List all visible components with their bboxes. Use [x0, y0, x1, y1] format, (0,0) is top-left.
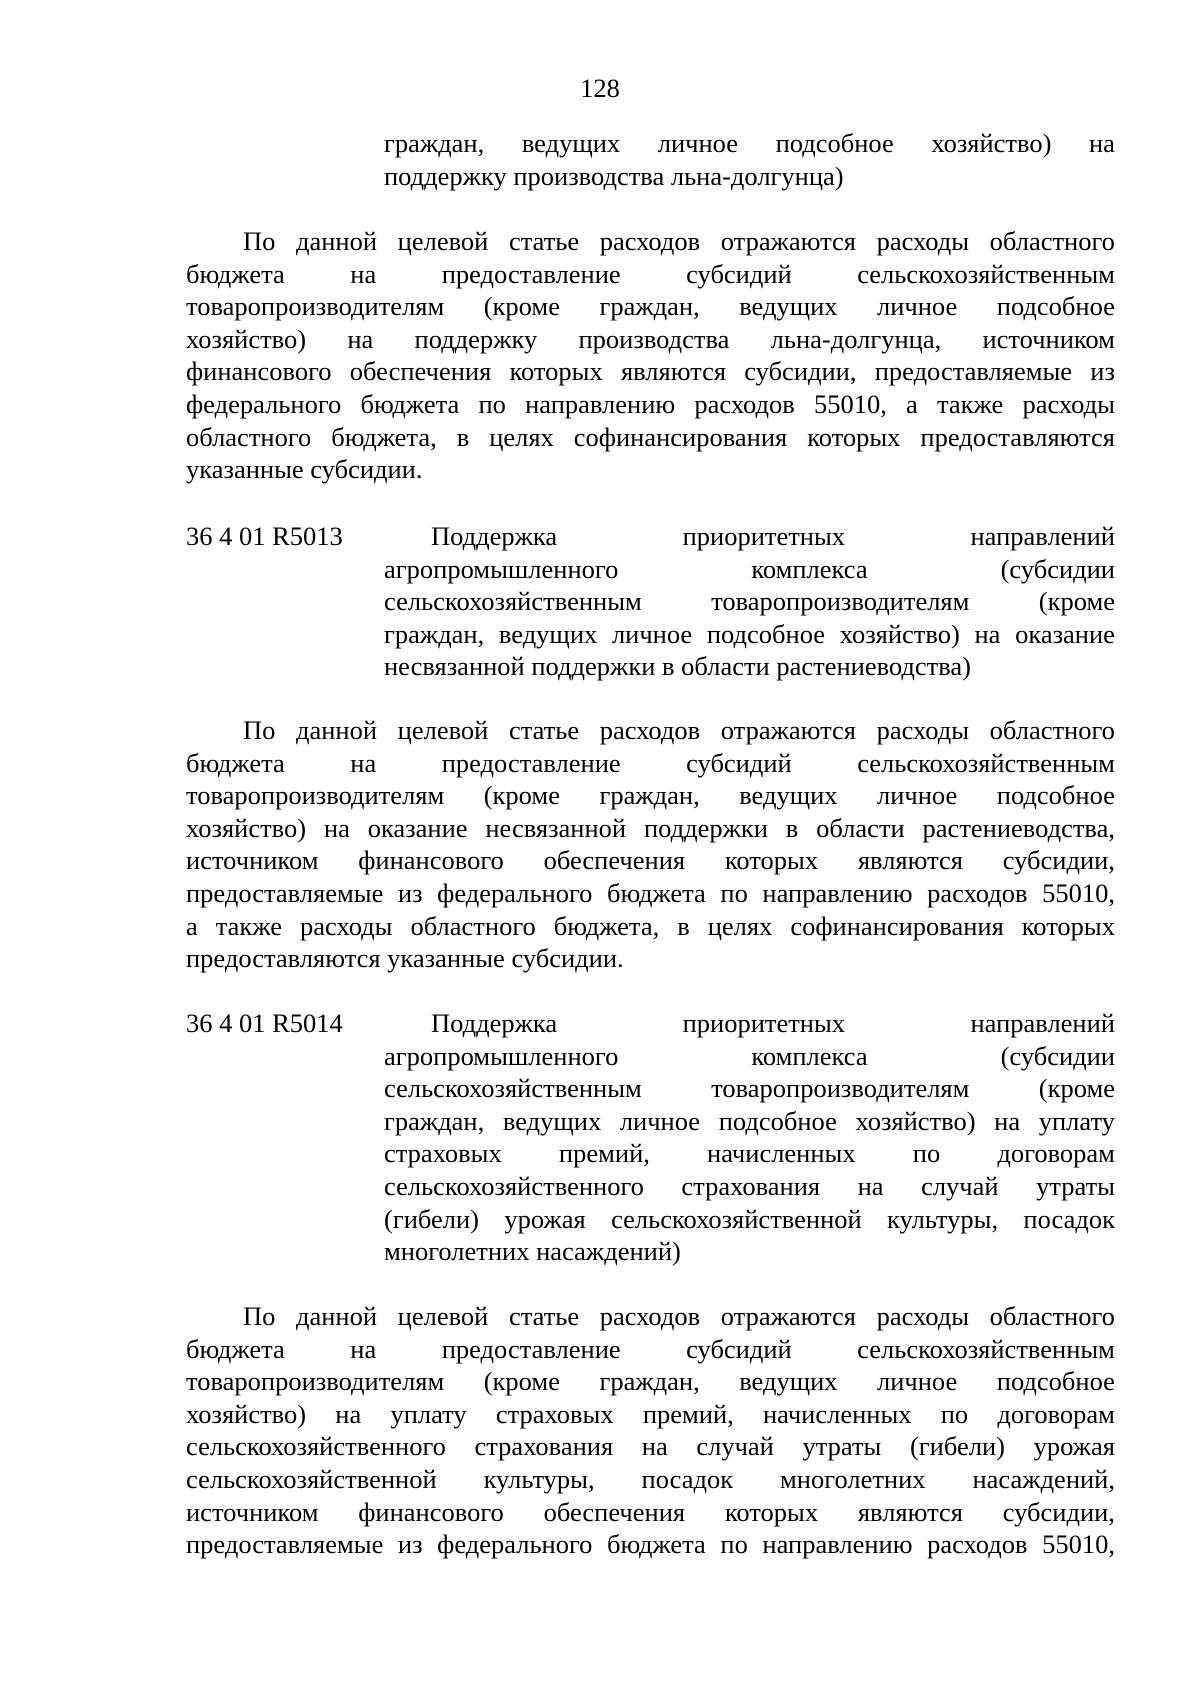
word: также	[937, 388, 1004, 419]
word: расходы	[876, 226, 970, 256]
text-line	[384, 1007, 1115, 1040]
text-line	[186, 1496, 1115, 1529]
word: федерального	[186, 388, 342, 419]
word: целях	[489, 421, 554, 452]
word: подсобное	[996, 291, 1115, 322]
word: бюджета	[607, 877, 706, 908]
text-line	[384, 585, 1115, 618]
word: 55010,	[813, 388, 887, 419]
word: ведущих	[739, 291, 838, 322]
word: урожая	[1033, 1431, 1115, 1462]
word: предоставляемые	[874, 356, 1073, 387]
word: расходы	[1022, 388, 1115, 419]
word: начисленных	[707, 1138, 856, 1169]
word: страховых	[495, 1398, 614, 1429]
word: премий,	[558, 1138, 650, 1169]
budget-code: 36 4 01 R5013	[186, 521, 343, 551]
text-line	[384, 127, 1115, 160]
word: По	[243, 1301, 276, 1331]
word: (субсидии	[1000, 553, 1115, 584]
text-line	[384, 1040, 1115, 1073]
word: личное	[877, 1366, 958, 1397]
word: отражаются	[720, 715, 856, 745]
word: (кроме	[1038, 1073, 1115, 1104]
word: источником	[982, 323, 1115, 354]
word: областного	[186, 421, 312, 452]
text-line	[186, 747, 1115, 780]
word: бюджета	[186, 258, 285, 289]
word: обеспечения	[543, 1496, 686, 1527]
word: расходы	[876, 715, 970, 745]
text-line	[186, 812, 1115, 845]
word: финансового	[186, 356, 332, 387]
word: подсобное	[706, 618, 826, 649]
word: (кроме	[1038, 586, 1115, 617]
word: целях	[707, 910, 773, 941]
word: личное	[619, 1105, 701, 1136]
word: ведущих	[502, 1105, 602, 1136]
word: расходов	[927, 1529, 1028, 1560]
word: расходы	[300, 910, 393, 941]
text-line	[186, 910, 1115, 943]
text-line	[384, 1203, 1115, 1236]
word: обеспечения	[349, 356, 492, 387]
word: статье	[508, 1301, 580, 1331]
word: на	[641, 1431, 668, 1462]
word: товаропроизводителям	[711, 586, 970, 617]
word: (гибели)	[384, 1203, 480, 1234]
text-line	[186, 290, 1115, 323]
word: являются	[857, 845, 963, 876]
word: личное	[657, 128, 739, 158]
word: сельскохозяйственным	[384, 586, 642, 617]
word: (кроме	[483, 780, 560, 811]
word: сельскохозяйственной	[186, 1463, 437, 1494]
word: федерального	[437, 1529, 593, 1560]
word: субсидии,	[1002, 845, 1115, 876]
text-line	[186, 323, 1115, 356]
word: расходов	[694, 388, 795, 419]
text-line	[186, 355, 1115, 388]
word: товаропроизводителям	[186, 1366, 445, 1397]
word: по	[912, 1138, 941, 1169]
entry-1-description	[384, 520, 1115, 683]
word: По	[243, 715, 276, 745]
word: договорам	[997, 1138, 1115, 1169]
word: (кроме	[483, 1366, 560, 1397]
word: предоставляются	[920, 421, 1115, 452]
word: сельскохозяйственным	[857, 1333, 1115, 1364]
word: бюджета	[186, 747, 285, 778]
word: направлению	[762, 1529, 913, 1560]
word: хозяйство)	[186, 812, 307, 843]
word: в	[456, 421, 470, 452]
word: Поддержка	[431, 1008, 558, 1038]
entry-2-description	[384, 1007, 1115, 1268]
word: урожая	[504, 1203, 586, 1234]
text-line	[384, 1137, 1115, 1170]
word: из	[1090, 356, 1115, 387]
word: товаропроизводителям	[186, 780, 445, 811]
word: на	[1089, 128, 1115, 158]
word: граждан,	[384, 1105, 485, 1136]
word: областного	[410, 910, 536, 941]
word: являются	[857, 1496, 963, 1527]
text-line	[186, 714, 1115, 747]
word: по	[940, 1398, 969, 1429]
word: расходов	[599, 1301, 701, 1331]
text-line	[186, 421, 1115, 454]
word: 55010,	[1042, 877, 1115, 908]
word: субсидий	[686, 747, 792, 778]
word: граждан,	[599, 780, 700, 811]
text-line: многолетних насаждений)	[384, 1236, 681, 1267]
word: страховых	[384, 1138, 502, 1169]
word: подсобное	[996, 1366, 1115, 1397]
word: граждан,	[599, 1366, 700, 1397]
word: софинансирования	[573, 421, 788, 452]
word: начисленных	[762, 1398, 912, 1429]
paragraph-1	[186, 225, 1115, 486]
word: являются	[620, 356, 727, 387]
text-line	[186, 1463, 1115, 1496]
word: бюджета,	[331, 421, 437, 452]
word: отражаются	[720, 1301, 856, 1331]
word: на	[857, 1170, 884, 1201]
word: источником	[186, 1496, 319, 1527]
word: которых	[807, 421, 901, 452]
word: По	[243, 226, 276, 256]
word: товаропроизводителям	[711, 1073, 970, 1104]
word: Поддержка	[431, 521, 558, 551]
word: (кроме	[483, 291, 560, 322]
word: на	[347, 323, 374, 354]
word: субсидий	[686, 258, 792, 289]
paragraph-2	[186, 714, 1115, 975]
text-line: предоставляются указанные субсидии.	[186, 943, 624, 974]
word: на	[994, 1105, 1021, 1136]
word: уплату	[390, 1398, 467, 1429]
text-line	[186, 258, 1115, 291]
word: на	[350, 258, 377, 289]
word: отражаются	[720, 226, 856, 256]
word: предоставляемые	[186, 877, 384, 908]
word: по	[720, 1529, 748, 1560]
word: растениеводства,	[922, 812, 1115, 843]
word: предоставление	[441, 747, 621, 778]
word: предоставляемые	[186, 1529, 384, 1560]
text-line	[186, 1430, 1115, 1463]
word: из	[397, 877, 423, 908]
word: поддержку	[414, 323, 538, 354]
word: насаждений,	[972, 1463, 1115, 1494]
word: агропромышленного	[384, 1040, 619, 1071]
word: личное	[877, 780, 958, 811]
paragraph-3	[186, 1300, 1115, 1561]
word: расходов	[927, 877, 1028, 908]
word: софинансирования	[790, 910, 1004, 941]
word: приоритетных	[682, 521, 846, 551]
word: страхования	[681, 1170, 821, 1201]
word: приоритетных	[682, 1008, 846, 1038]
word: направлению	[525, 388, 676, 419]
word: бюджета	[607, 1529, 706, 1560]
word: личное	[611, 618, 693, 649]
word: агропромышленного	[384, 553, 619, 584]
word: целевой	[397, 715, 489, 745]
word: данной	[296, 715, 378, 745]
word: сельскохозяйственного	[384, 1170, 644, 1201]
word: граждан,	[384, 618, 485, 649]
word: финансового	[358, 845, 504, 876]
text-line	[186, 1398, 1115, 1431]
word: хозяйство)	[855, 1105, 976, 1136]
word: (гибели)	[909, 1431, 1005, 1462]
word: посадок	[641, 1463, 734, 1494]
word: обеспечения	[543, 845, 686, 876]
word: культуры,	[887, 1203, 999, 1234]
word: уплату	[1038, 1105, 1115, 1136]
word: многолетних	[780, 1463, 926, 1494]
word: которых	[509, 356, 603, 387]
word: предоставление	[441, 1333, 621, 1364]
word: направлению	[762, 877, 913, 908]
word: областного	[989, 1301, 1115, 1331]
word: также	[215, 910, 283, 941]
text-line	[384, 1072, 1115, 1105]
text-line	[384, 618, 1115, 651]
word: расходов	[599, 715, 701, 745]
text-line	[186, 1333, 1115, 1366]
word: в	[677, 910, 690, 941]
text-line	[384, 1105, 1115, 1138]
text-line	[186, 388, 1115, 421]
word: сельскохозяйственным	[384, 1073, 642, 1104]
word: сельскохозяйственным	[857, 258, 1115, 289]
word: бюджета	[360, 388, 460, 419]
word: на	[335, 1398, 362, 1429]
word: личное	[877, 291, 958, 322]
text-line	[384, 520, 1115, 553]
word: на	[974, 618, 1001, 649]
word: хозяйство)	[839, 618, 960, 649]
word: федерального	[437, 877, 593, 908]
word: на	[323, 812, 350, 843]
text-line	[186, 779, 1115, 812]
word: на	[350, 1333, 377, 1364]
word: направлений	[970, 1008, 1115, 1038]
text-line	[384, 553, 1115, 586]
word: статье	[508, 715, 580, 745]
word: сельскохозяйственной	[611, 1203, 862, 1234]
text-line: поддержку производства льна-долгунца)	[384, 160, 844, 191]
word: бюджета	[186, 1333, 285, 1364]
word: сельскохозяйственного	[186, 1431, 446, 1462]
word: ведущих	[498, 618, 598, 649]
word: по	[720, 877, 748, 908]
word: льна-долгунца,	[770, 323, 942, 354]
word: хозяйство)	[931, 128, 1052, 158]
word: 55010,	[1042, 1529, 1115, 1560]
word: подсобное	[775, 128, 894, 158]
text-line	[186, 1528, 1115, 1561]
word: а	[186, 910, 198, 941]
budget-code: 36 4 01 R5014	[186, 1008, 343, 1038]
word: оказание	[1015, 618, 1115, 649]
word: подсобное	[718, 1105, 837, 1136]
word: договорам	[997, 1398, 1115, 1429]
word: бюджета,	[553, 910, 660, 941]
text-line: несвязанной поддержки в области растениеводства)	[384, 651, 971, 682]
word: целевой	[397, 1301, 489, 1331]
word: поддержки	[643, 812, 768, 843]
text-line	[384, 1170, 1115, 1203]
word: производства	[578, 323, 730, 354]
continuation-block	[384, 127, 1115, 192]
word: области	[816, 812, 905, 843]
word: комплекса	[751, 553, 868, 584]
word: ведущих	[521, 128, 621, 158]
text-line	[186, 225, 1115, 258]
word: граждан,	[384, 128, 485, 158]
word: товаропроизводителям	[186, 291, 445, 322]
word: подсобное	[996, 780, 1115, 811]
word: на	[350, 747, 377, 778]
word: ведущих	[739, 1366, 838, 1397]
page-number: 128	[580, 73, 620, 103]
word: расходов	[599, 226, 701, 256]
word: источником	[186, 845, 319, 876]
text-line	[186, 1300, 1115, 1333]
word: граждан,	[599, 291, 700, 322]
text-line: указанные субсидии.	[186, 454, 423, 485]
word: случай	[921, 1170, 999, 1201]
word: случай	[696, 1431, 774, 1462]
word: утраты	[802, 1431, 882, 1462]
word: которых	[724, 845, 819, 876]
word: данной	[296, 226, 378, 256]
word: в	[785, 812, 799, 843]
word: направлений	[970, 521, 1115, 551]
word: данной	[296, 1301, 378, 1331]
word: страхования	[474, 1431, 614, 1462]
word: областного	[989, 715, 1115, 745]
word: оказание	[367, 812, 468, 843]
word: предоставление	[441, 258, 621, 289]
word: субсидии,	[1002, 1496, 1115, 1527]
word: которых	[1021, 910, 1115, 941]
word: культуры,	[483, 1463, 595, 1494]
word: расходы	[876, 1301, 970, 1331]
word: премий,	[642, 1398, 734, 1429]
word: по	[478, 388, 506, 419]
word: статье	[508, 226, 580, 256]
word: которых	[724, 1496, 819, 1527]
word: ведущих	[739, 780, 838, 811]
word: финансового	[358, 1496, 504, 1527]
word: утраты	[1036, 1170, 1115, 1201]
word: а	[906, 388, 918, 419]
word: целевой	[397, 226, 489, 256]
word: хозяйство)	[186, 323, 307, 354]
word: (субсидии	[1000, 1040, 1115, 1071]
word: хозяйство)	[186, 1398, 307, 1429]
word: сельскохозяйственным	[857, 747, 1115, 778]
word: из	[397, 1529, 423, 1560]
word: областного	[989, 226, 1115, 256]
word: посадок	[1023, 1203, 1115, 1234]
text-line	[186, 877, 1115, 910]
word: комплекса	[751, 1040, 868, 1071]
word: несвязанной	[485, 812, 627, 843]
text-line	[186, 1365, 1115, 1398]
word: субсидий	[686, 1333, 792, 1364]
text-line	[186, 844, 1115, 877]
word: субсидии,	[744, 356, 857, 387]
